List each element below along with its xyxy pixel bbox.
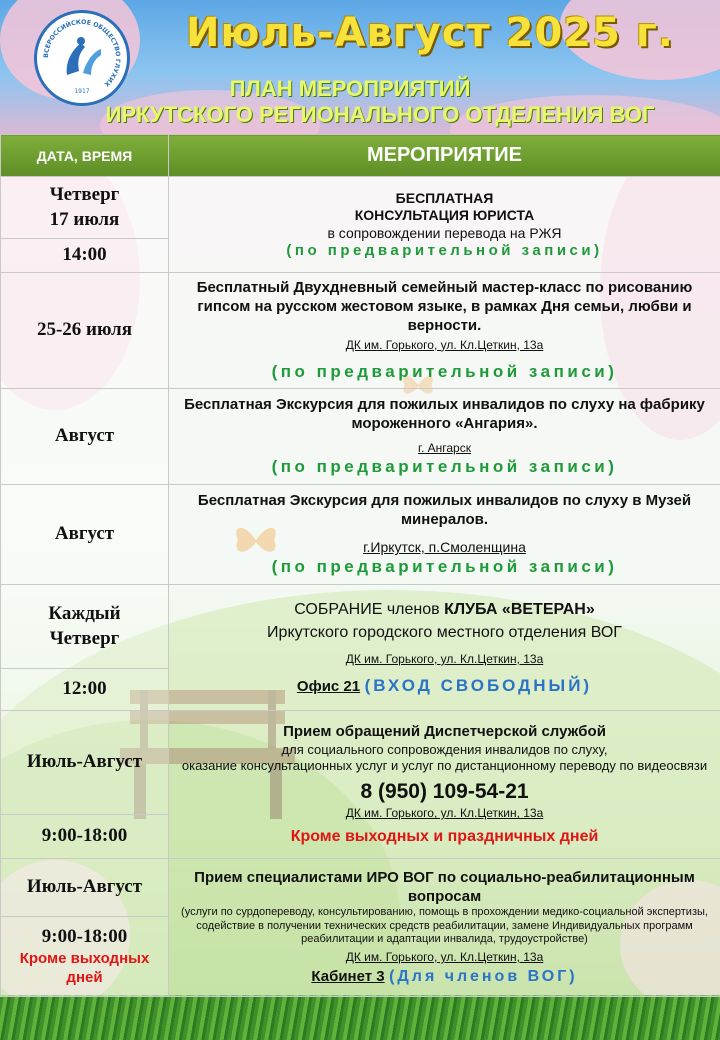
logo-year: 1917 xyxy=(74,88,90,95)
events-table xyxy=(0,134,720,997)
time-cell: 14:00 xyxy=(1,239,169,273)
date-cell xyxy=(1,177,169,239)
event-description: для социального сопровождения инвалидов по слуху, xyxy=(281,741,608,757)
event-title: Прием специалистами ИРО ВОГ по социально-реабилитационным вопросам xyxy=(194,868,695,905)
event-title: Бесплатная Экскурсия для пожилых инвалидов по слуху в Музей минералов. xyxy=(197,491,692,528)
time-cell xyxy=(1,917,169,997)
plan-subtitle: ПЛАН МЕРОПРИЯТИЙ xyxy=(229,76,471,101)
event-cell xyxy=(169,273,720,389)
date-text: 17 июля xyxy=(49,208,120,230)
table-row xyxy=(1,273,720,389)
event-place: г. Ангарск xyxy=(418,441,471,456)
time-cell: 9:00-18:00 xyxy=(1,815,169,859)
event-title: Бесплатный Двухдневный семейный мастер-класс по рисованию гипсом на русском жестовом языке, в рамках Дня семьи, любви и верности. xyxy=(196,279,693,334)
time-note: Кроме выходных дней xyxy=(19,950,150,986)
event-title: БЕСПЛАТНАЯ xyxy=(395,190,494,207)
date-cell: 25-26 июля xyxy=(1,273,169,389)
table-header-row xyxy=(1,135,720,177)
date-text: Каждый xyxy=(48,602,121,624)
date-cell: Август xyxy=(1,485,169,585)
table-row xyxy=(1,859,720,917)
event-cell xyxy=(169,485,720,585)
event-cell xyxy=(169,711,720,859)
office-number: Кабинет 3 xyxy=(311,968,385,986)
table-row xyxy=(1,711,720,815)
phone-number: 8 (950) 109-54-21 xyxy=(360,780,529,804)
office-number: Офис 21 xyxy=(296,677,361,695)
event-place: ДК им. Горького, ул. Кл.Цеткин, 13а xyxy=(345,337,544,352)
date-cell xyxy=(1,585,169,669)
event-place: ДК им. Горького, ул. Кл.Цеткин, 13а xyxy=(345,651,544,666)
event-description: (услуги по сурдопереводу, консультированию, помощь в прохождении медико-социальной экспертизы, содействие в получении технических средств реабилитации, замене Индивидуальных программ реабилитации и адаптации инвалида, трудоустройстве) xyxy=(181,906,708,945)
table-row xyxy=(1,389,720,485)
registration-note: (по предварительной записи) xyxy=(271,361,618,381)
club-name: КЛУБА «ВЕТЕРАН» xyxy=(444,601,595,619)
event-column-header: МЕРОПРИЯТИЕ xyxy=(169,135,720,177)
registration-note: (по предварительной записи) xyxy=(286,241,603,259)
event-cell xyxy=(169,859,720,997)
organization-subtitle: ИРКУТСКОГО РЕГИОНАЛЬНОГО ОТДЕЛЕНИЯ ВОГ xyxy=(105,102,655,127)
time-cell: 12:00 xyxy=(1,669,169,711)
table-row xyxy=(1,485,720,585)
date-text: Четверг xyxy=(49,183,120,205)
date-text: Четверг xyxy=(49,627,120,649)
registration-note: (по предварительной записи) xyxy=(271,557,618,577)
event-place: г.Иркутск, п.Смоленщина xyxy=(363,539,526,556)
event-title: Бесплатная Экскурсия для пожилых инвалидов по слуху на фабрику мороженного «Ангария». xyxy=(184,395,705,432)
page-title: Июль-Август 2025 г. xyxy=(186,10,674,56)
header-banner xyxy=(0,0,720,134)
event-cell xyxy=(169,389,720,485)
schedule-note: Кроме выходных и праздничных дней xyxy=(290,828,599,846)
members-only-note: (Для членов ВОГ) xyxy=(389,968,578,986)
table-row xyxy=(1,585,720,669)
grass-strip xyxy=(0,995,720,1040)
event-place: ДК им. Горького, ул. Кл.Цеткин, 13а xyxy=(345,950,544,965)
date-cell: Август xyxy=(1,389,169,485)
date-column-header: ДАТА, ВРЕМЯ xyxy=(1,135,169,177)
event-title: Прием обращений Диспетчерской службой xyxy=(283,722,606,740)
event-place: ДК им. Горького, ул. Кл.Цеткин, 13а xyxy=(345,806,544,821)
logo-ring-text: ВСЕРОССИЙСКОЕ ОБЩЕСТВО ГЛУХИХ xyxy=(42,18,122,88)
free-entry-note: (ВХОД СВОБОДНЫЙ) xyxy=(364,675,593,695)
date-cell: Июль-Август xyxy=(1,711,169,815)
event-description: в сопровождении перевода на РЖЯ xyxy=(327,224,562,241)
date-cell: Июль-Август xyxy=(1,859,169,917)
event-cell xyxy=(169,177,720,273)
event-description: оказание консультационных услуг и услуг по дистанционному переводу по видеосвязи xyxy=(181,757,708,773)
event-title: КОНСУЛЬТАЦИЯ ЮРИСТА xyxy=(354,207,535,224)
event-title-prefix: СОБРАНИЕ членов xyxy=(294,601,440,619)
event-subtitle: Иркутского городского местного отделения ВОГ xyxy=(267,623,622,641)
event-title xyxy=(175,599,714,621)
event-cell xyxy=(169,585,720,711)
time-text: 9:00-18:00 xyxy=(41,926,128,948)
table-row xyxy=(1,177,720,239)
registration-note: (по предварительной записи) xyxy=(271,457,618,477)
